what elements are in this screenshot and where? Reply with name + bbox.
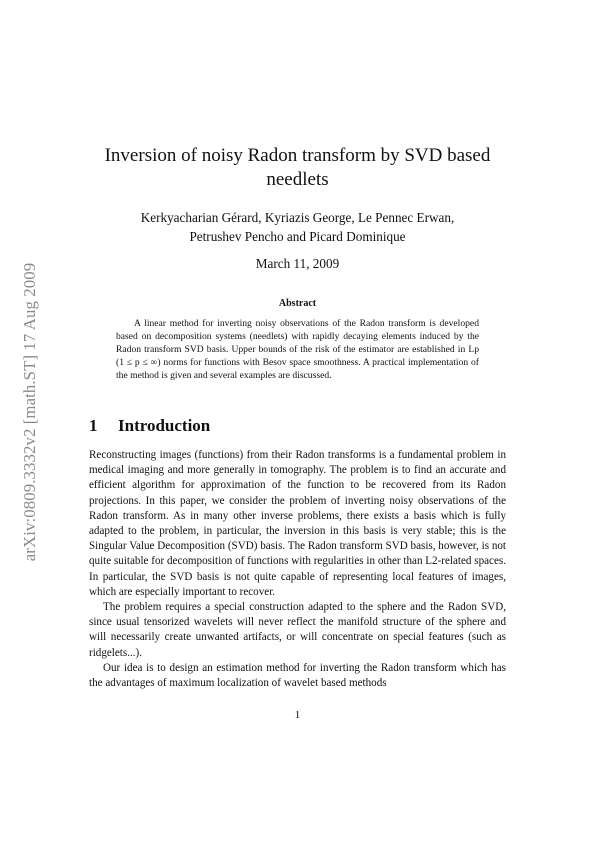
section-title: Introduction [118,416,211,435]
section-body [89,448,506,691]
paragraph-2: The problem requires a special construction adapted to the sphere and the Radon SVD, since usual tensorized wavelets will never reflect the manifold structure of the sphere and will necessarily create unwanted artifacts, or will concentrate on special features (such as ridgelets...). [89,601,506,659]
paper-date: March 11, 2009 [255,256,340,271]
paper-title: Inversion of noisy Radon transform by SVD based needlets [104,145,491,190]
author-line-1: Kerkyacharian Gérard, Kyriazis George, Le Pennec Erwan, [140,210,455,225]
section-heading [89,416,509,436]
section-number: 1 [89,416,98,435]
page-number: 1 [294,709,301,721]
author-list [80,208,515,246]
paragraph-1: Reconstructing images (functions) from their Radon transforms is a fundamental problem in medical imaging and more generally in tomography. The problem is to find an accurate and efficient algorithm for approximation of the function to be recovered from its Radon projections. In this paper, we consider the problem of inverting noisy observations of the Radon transform. As in many other inverse problems, there exists a basis which is fully adapted to the problem, in particular, the inversion in this basis is very stable; this is the Singular Value Decomposition (SVD) basis. The Radon transform SVD basis, however, is not quite suitable for decomposition of functions with regularities in other than L2-related spaces. In particular, the SVD basis is not quite capable of representing local features of images, which are especially important to recover. [89,449,506,598]
abstract-text: A linear method for inverting noisy observations of the Radon transform is developed based on decomposition systems (needlets) with rapidly decaying elements induced by the Radon transform SVD basis. Upper bounds of the risk of the estimator are established in Lp (1 ≤ p ≤ ∞) norms for functions with Besov space smoothness. A practical implementation of the method is given and several examples are discussed. [116,318,479,381]
author-line-2: Petrushev Pencho and Picard Dominique [189,229,406,244]
arxiv-identifier-stamp [19,232,41,592]
paragraph-3: Our idea is to design an estimation method for inverting the Radon transform which has the advantages of maximum localization of wavelet based methods [89,661,506,690]
abstract-heading: Abstract [278,298,317,309]
arxiv-identifier-text: arXiv:0809.3332v2 [math.ST] 17 Aug 2009 [20,262,39,562]
